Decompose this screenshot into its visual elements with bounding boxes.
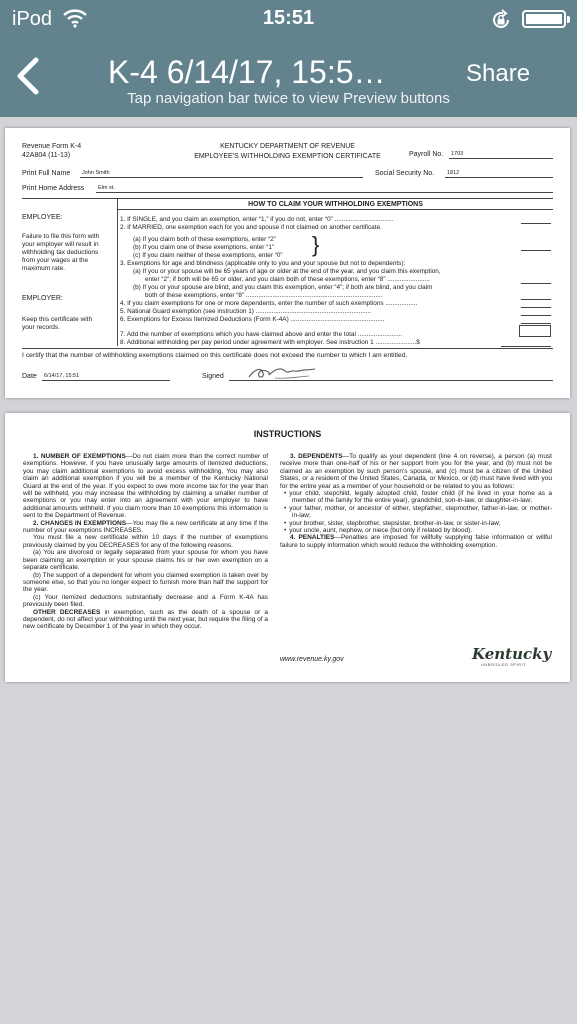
howto-title: HOW TO CLAIM YOUR WITHHOLDING EXEMPTIONS xyxy=(248,201,423,208)
employee-note-4: from your wages at the xyxy=(22,257,89,264)
date-label: Date xyxy=(22,373,37,380)
line-3a-entry[interactable] xyxy=(521,283,551,284)
battery-fill xyxy=(526,14,562,24)
list-item: • your brother, sister, stepbrother, stepsister, brother-in-law, or sister-in-law; xyxy=(292,520,552,527)
signature-image[interactable] xyxy=(245,361,325,388)
instructions-left-column xyxy=(23,453,268,631)
total-box[interactable] xyxy=(519,325,551,337)
website-link[interactable]: www.revenue.ky.gov xyxy=(280,656,344,663)
other-decreases-head: OTHER DECREASES xyxy=(33,608,101,616)
form-rule xyxy=(22,198,553,199)
employee-note-2: your employer will result in xyxy=(22,241,99,248)
line-8: 8. Additional withholding per pay period under agreement with employer. See instruction 1 .......................$ xyxy=(120,339,420,346)
line-2a: (a) If you claim both of these exemptions, enter “2” xyxy=(133,236,276,243)
list-item: • your child, stepchild, legally adopted child, foster child (if he lived in your home as a member of the family for the entire year), grandchild, son-in-law, or daughter-in-law; xyxy=(292,490,552,505)
employee-note-5: maximum rate. xyxy=(22,265,65,272)
ssn-underline xyxy=(445,177,553,178)
section-4-text: —Penalties are imposed for willfully supplying false information or willful failure to supply information which would reduce the withholding exemption. xyxy=(280,534,552,549)
section-1-head: 1. NUMBER OF EXEMPTIONS xyxy=(33,453,126,460)
line-2: 2. If MARRIED, one exemption each for you and spouse if not claimed on another certificate. xyxy=(120,224,382,231)
section-3-text: —To qualify as your dependent (line 4 on reverse), a person (a) must receive more than one-half of his or her support from you for the year, and (b) must not be claimed as an exemption by such person's spouse, and (c) must be a citizen of the United States, or a resident of the United States, Canada, or Mexico, or (d) must have lived with you for the entire year as a member of your household or be related to you as follows: xyxy=(280,453,552,490)
instructions-right-column xyxy=(280,453,552,549)
section-3-head: 3. DEPENDENTS xyxy=(290,453,343,460)
payroll-label: Payroll No. xyxy=(409,151,444,158)
section-2-text: —You may file a new certificate at any time if the number of your exemptions INCREASES. xyxy=(23,519,268,535)
clock: 15:51 xyxy=(262,7,315,29)
name-value[interactable]: John Smith xyxy=(82,170,110,176)
address-label: Print Home Address xyxy=(22,185,85,192)
list-item: • your father, mother, or ancestor of either, stepfather, stepmother, father-in-law, or mother-in-law; xyxy=(292,505,552,520)
employee-note-3: withholding tax deductions xyxy=(22,249,99,256)
department-name: KENTUCKY DEPARTMENT OF REVENUE xyxy=(220,143,355,150)
line-3b-entry[interactable] xyxy=(521,299,551,300)
share-button[interactable]: Share xyxy=(466,60,531,87)
document-title: K-4 6/14/17, 15:5… xyxy=(108,54,386,90)
line-6-entry[interactable] xyxy=(521,323,551,324)
ssn-label: Social Security No. xyxy=(375,170,435,177)
line-2-entry[interactable] xyxy=(521,250,551,251)
line-7: 7. Add the number of exemptions which you have claimed above and enter the total ......................... xyxy=(120,331,403,338)
employee-label: EMPLOYEE: xyxy=(22,214,63,221)
line-6: 6. Exemptions for Excess Itemized Deductions (Form K-4A) ..................................................... xyxy=(120,316,385,323)
line-5: 5. National Guard exemption (see instruction 1) ................................................................. xyxy=(120,308,372,315)
section-2-para-1: You must file a new certificate within 10 days if the number of exemptions previously claimed by you DECREASES for any of the following reasons. xyxy=(23,534,268,549)
line-4-entry[interactable] xyxy=(521,307,551,308)
brace-mark: } xyxy=(312,232,320,257)
line-8-entry[interactable] xyxy=(501,346,551,347)
line-2c: (c) If you claim neither of these exemptions, enter “0” xyxy=(133,252,283,259)
nav-hint: Tap navigation bar twice to view Preview buttons xyxy=(127,90,450,107)
line-3a-2: enter “2”; if both will be 65 or older, and you claim both of these exemptions, enter “8” ........................ xyxy=(145,276,430,283)
column-divider xyxy=(117,198,118,346)
section-4-head: 4. PENALTIES xyxy=(290,534,335,542)
payroll-underline xyxy=(449,158,553,159)
signed-label: Signed xyxy=(202,373,224,380)
form-code: 42A804 (11-13) xyxy=(22,152,71,159)
address-value[interactable]: Elm st. xyxy=(98,185,115,191)
top-bar xyxy=(0,0,577,117)
line-1-entry[interactable] xyxy=(521,223,551,224)
instructions-page[interactable] xyxy=(5,413,570,682)
line-3b-1: (b) If you or your spouse are blind, and you claim this exemption, enter “4”; if both are blind, and you claim xyxy=(133,284,433,291)
navigation-bar[interactable] xyxy=(0,40,577,117)
line-2b: (b) If you claim one of these exemptions, enter “1” xyxy=(133,244,275,251)
form-page[interactable] xyxy=(5,128,570,398)
list-item: • your uncle, aunt, nephew, or niece (but only if related by blood). xyxy=(292,527,552,534)
howto-rule xyxy=(118,209,553,210)
employer-label: EMPLOYER: xyxy=(22,295,63,302)
battery-icon xyxy=(522,10,566,28)
employee-note-1: Failure to file this form with xyxy=(22,233,100,240)
kentucky-logo: Kentucky xyxy=(472,645,552,663)
payroll-value[interactable]: 1703 xyxy=(451,151,464,157)
line-5-entry[interactable] xyxy=(521,315,551,316)
employer-note-2: your records. xyxy=(22,324,60,331)
form-id: Revenue Form K-4 xyxy=(22,143,82,150)
section-1-text: —Do not claim more than the correct number of exemptions. However, if you have unusually large amounts of itemized deductions, you may claim additional exemptions to avoid excess withholding. You may also claim an additional exemption if you will be a member of the Kentucky National Guard at the end of the year. If you expect to owe more income tax for the year than will be withheld, you may increase the withholding by claiming a smaller number of exemptions or you may enter into an agreement with your employer to have additional amounts withheld. If you claim more than 10 exemptions this information is sent to the Department of Revenue. xyxy=(23,453,268,520)
kentucky-logo-tagline: UNBRIDLED SPIRIT xyxy=(481,662,527,667)
section-2-para-c: (c) Your itemized deductions substantially decrease and a Form K-4A has previously been filed. xyxy=(23,593,268,609)
ssn-value[interactable]: 1812 xyxy=(447,170,460,176)
dependents-list xyxy=(289,490,552,535)
section-2-para-a: (a) You are divorced or legally separated from your spouse for whom you have been claiming an exemption or your spouse claims his or her own exemption on a separate certificate. xyxy=(23,549,268,572)
line-3a-1: (a) If you or your spouse will be 65 years of age or older at the end of the year, and you claim this exemption, xyxy=(133,268,441,275)
line-3: 3. Exemptions for age and blindness (applicable only to you and your spouse but not to dependents): xyxy=(120,260,406,267)
status-bar xyxy=(0,0,577,40)
section-2-head: 2. CHANGES IN EXEMPTIONS xyxy=(33,519,127,527)
instructions-title: INSTRUCTIONS xyxy=(253,429,322,439)
employer-note-1: Keep this certificate with xyxy=(22,316,93,323)
line-4: 4. If you claim exemptions for one or more dependents, enter the number of such exemptions .................. xyxy=(120,300,418,307)
line-1: 1. If SINGLE, and you claim an exemption, enter “1,” if you do not, enter “0” ................................. xyxy=(120,216,394,223)
name-label: Print Full Name xyxy=(22,170,71,177)
date-underline xyxy=(42,380,170,381)
date-value[interactable]: 6/14/17, 15:51 xyxy=(44,373,80,379)
name-underline xyxy=(80,177,363,178)
other-decreases-text: in exemption, such as the death of a spouse or a dependent, do not affect your withholding until the next year, but require the filing of a new certificate by December 1 of the year in which they occur. xyxy=(23,608,268,631)
line-3b-2: both of these exemptions, enter “8” ............................................................................. xyxy=(145,292,383,299)
section-2-para-b: (b) The support of a dependent for whom you claimed exemption is taken over by someone else, so that you no longer expect to furnish more than half the support for the year. xyxy=(23,571,268,594)
certify-rule xyxy=(22,348,553,349)
certification-text: I certify that the number of withholding exemptions claimed on this certificate does not exceed the number to which I am entitled. xyxy=(22,352,408,359)
certificate-title: EMPLOYEE'S WITHHOLDING EXEMPTION CERTIFICATE xyxy=(194,153,381,160)
orientation-lock-icon xyxy=(490,9,512,36)
carrier-label: iPod xyxy=(12,8,53,30)
address-underline xyxy=(96,192,553,193)
